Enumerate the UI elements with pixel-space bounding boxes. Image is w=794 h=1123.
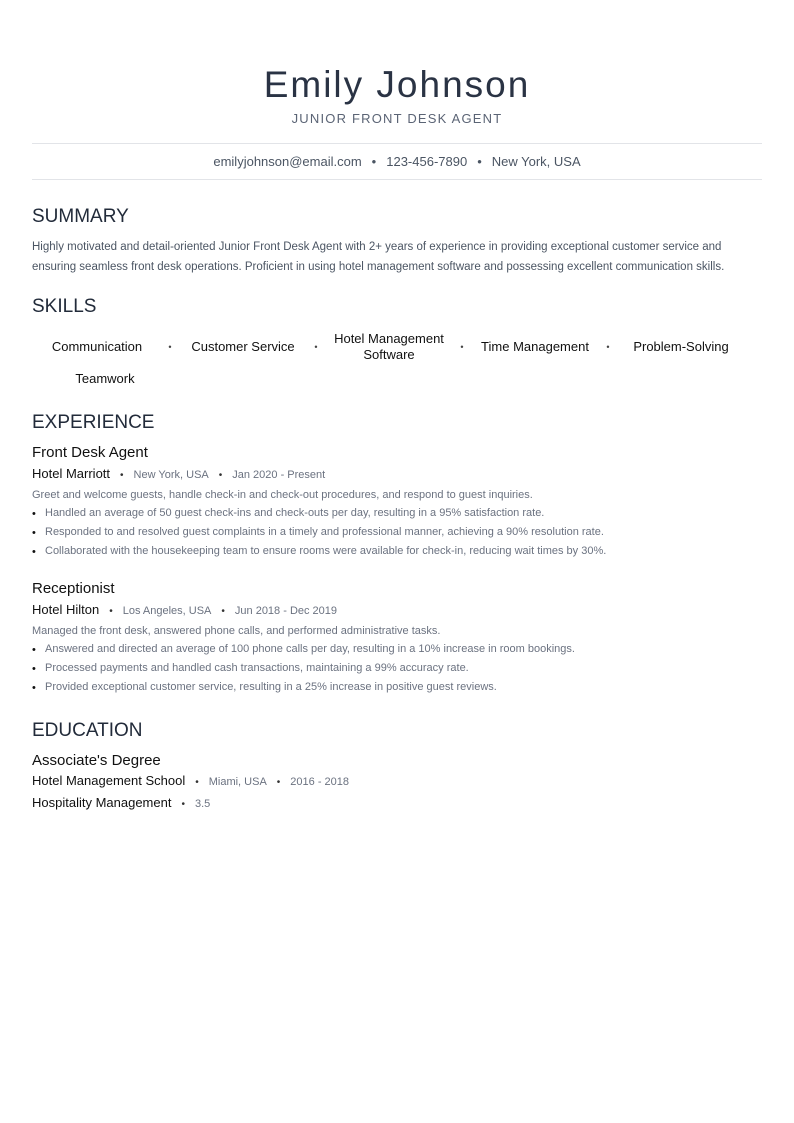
experience-heading: EXPERIENCE <box>32 412 155 433</box>
job-achievements <box>32 504 762 561</box>
candidate-name: Emily Johnson <box>263 64 531 105</box>
achievement-item <box>32 504 762 523</box>
school-name: Hotel Management School <box>32 773 186 788</box>
meta-separator: • <box>276 777 281 788</box>
achievement-text: Answered and directed an average of 100 phone calls per day, resulting in a 10% increase in room bookings. <box>45 643 575 655</box>
job-location: New York, USA <box>133 469 209 481</box>
achievement-text: Responded to and resolved guest complaints in a timely and professional manner, achieving a 90% resolution rate. <box>45 526 604 538</box>
summary-text: Highly motivated and detail-oriented Junior Front Desk Agent with 2+ years of experience in providing exceptional customer service and ensuring seamless front desk operations. Proficient in using hotel management software and possessing excellent communication skills. <box>32 241 725 273</box>
job-dates: Jan 2020 - Present <box>232 469 326 481</box>
job-entry <box>32 579 762 697</box>
job-company: Hotel Marriott <box>32 466 111 481</box>
skill-separator: • <box>460 342 464 352</box>
bullet-icon: • <box>32 663 36 675</box>
contact-location: New York, USA <box>491 154 581 169</box>
bullet-icon: • <box>32 527 36 539</box>
contact-bar <box>32 143 762 180</box>
skill-separator: • <box>606 342 610 352</box>
skill-item: Customer Service <box>191 339 295 354</box>
skills-heading: SKILLS <box>32 296 97 317</box>
achievement-text: Processed payments and handled cash transactions, maintaining a 99% accuracy rate. <box>45 662 469 674</box>
skills-list <box>32 331 762 387</box>
job-company: Hotel Hilton <box>32 602 100 617</box>
job-meta <box>32 465 762 485</box>
meta-separator: • <box>181 799 185 810</box>
contact-separator: • <box>477 154 482 169</box>
skill-item: Problem-Solving <box>633 339 729 354</box>
meta-separator: • <box>109 606 113 617</box>
meta-separator: • <box>120 470 124 481</box>
job-description: Greet and welcome guests, handle check-in and check-out procedures, and respond to guest inquiries. <box>32 489 533 501</box>
degree-title: Associate's Degree <box>32 752 161 769</box>
skill-item: Time Management <box>481 339 589 354</box>
achievement-item <box>32 678 762 697</box>
field-meta <box>32 793 762 815</box>
education-dates: 2016 - 2018 <box>290 776 350 788</box>
job-dates: Jun 2018 - Dec 2019 <box>234 605 338 617</box>
gpa-value: 3.5 <box>194 798 211 810</box>
skill-item: Communication <box>51 339 143 354</box>
achievement-text: Collaborated with the housekeeping team to ensure rooms were available for check-in, reducing wait times by 30%. <box>45 545 607 557</box>
meta-separator: • <box>221 606 225 617</box>
skill-separator: • <box>168 342 172 352</box>
job-title: Receptionist <box>32 580 115 597</box>
bullet-icon: • <box>32 546 36 558</box>
experience-section <box>32 411 762 697</box>
job-location: Los Angeles, USA <box>122 605 212 617</box>
skill-item: Hotel Management Software <box>334 331 444 362</box>
job-title: Front Desk Agent <box>32 444 148 461</box>
achievement-item <box>32 523 762 542</box>
summary-heading: SUMMARY <box>32 206 129 227</box>
achievement-text: Handled an average of 50 guest check-ins and check-outs per day, resulting in a 95% satisfaction rate. <box>45 507 545 519</box>
bullet-icon: • <box>32 644 36 656</box>
meta-separator: • <box>218 470 223 481</box>
achievement-item <box>32 659 762 678</box>
meta-separator: • <box>195 777 199 788</box>
job-description: Managed the front desk, answered phone calls, and performed administrative tasks. <box>32 625 441 637</box>
candidate-title: JUNIOR FRONT DESK AGENT <box>291 111 503 126</box>
job-achievements <box>32 640 762 697</box>
education-meta <box>32 771 762 793</box>
education-heading: EDUCATION <box>32 720 143 741</box>
summary-section <box>32 205 762 277</box>
skills-section <box>32 295 762 387</box>
bullet-icon: • <box>32 508 36 520</box>
resume-header <box>32 0 762 127</box>
job-entry <box>32 443 762 561</box>
skill-item: Teamwork <box>75 371 135 386</box>
achievement-item <box>32 640 762 659</box>
education-section <box>32 719 762 815</box>
achievement-text: Provided exceptional customer service, resulting in a 25% increase in positive guest reviews. <box>45 681 497 693</box>
school-location: Miami, USA <box>208 776 267 788</box>
contact-phone[interactable]: 123-456-7890 <box>386 154 468 169</box>
skill-separator: • <box>314 342 318 352</box>
contact-separator: • <box>371 154 377 169</box>
field-of-study: Hospitality Management <box>32 795 172 810</box>
job-meta <box>32 601 762 621</box>
contact-email[interactable]: emilyjohnson@email.com <box>213 154 362 169</box>
bullet-icon: • <box>32 682 36 694</box>
achievement-item <box>32 542 762 561</box>
